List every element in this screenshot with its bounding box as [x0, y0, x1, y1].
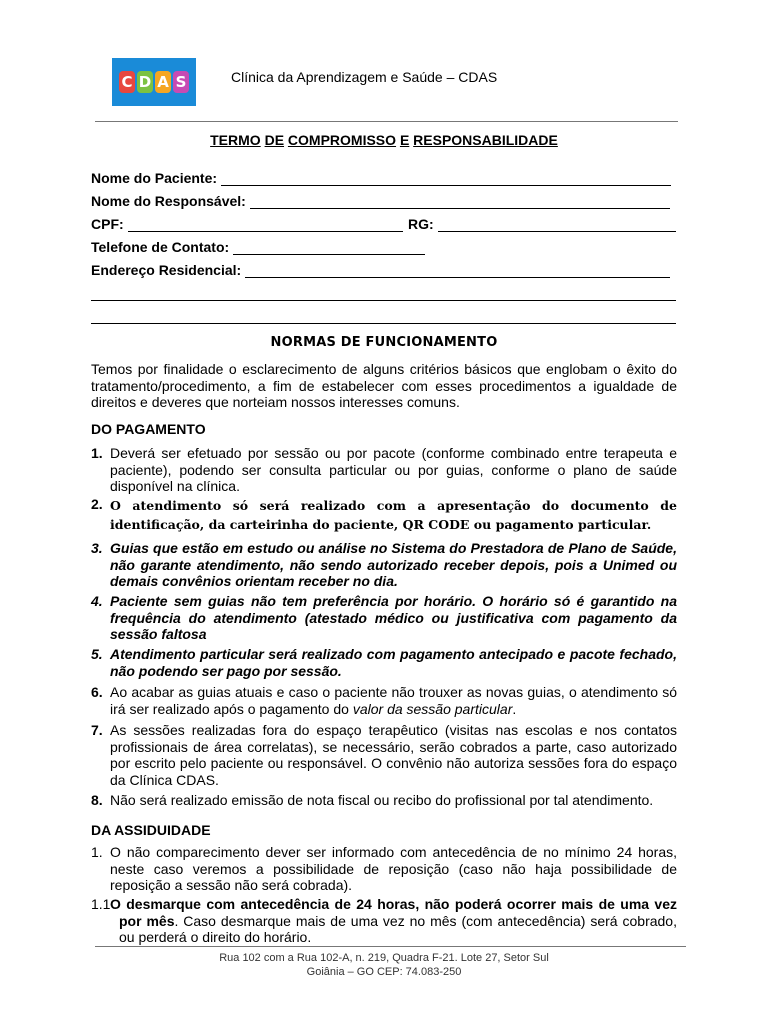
patient-name-line[interactable] [221, 172, 671, 186]
attendance-heading: DA ASSIDUIDADE [91, 822, 211, 838]
item-text-bold: O desmarque com antecedência de 24 horas, não poderá ocorrer mais de uma vez por mês [110, 896, 677, 929]
item-number: 1. [91, 844, 103, 860]
cpf-field[interactable] [91, 214, 403, 232]
payment-item-6 [91, 684, 677, 717]
address-line-2[interactable] [91, 300, 676, 301]
item-number: 1. [91, 445, 103, 461]
payment-heading: DO PAGAMENTO [91, 421, 206, 437]
norms-intro: Temos por finalidade o esclarecimento de alguns critérios básicos que englobam o êxito do tratamento/procedimento, a fim de estabelecer com esses procedimentos a igualdade de direitos e deveres que norteiam nossos interesses comuns. [91, 361, 677, 410]
item-text: Paciente sem guias não tem preferência por horário. O horário só é garantido na frequência do atendimento (atestado médico ou justificativa com pagamento da sessão faltosa [110, 593, 677, 642]
cdas-logo [112, 58, 196, 106]
item-number: 3. [91, 540, 103, 556]
responsible-name-field[interactable] [91, 191, 670, 209]
item-text: Guias que estão em estudo ou análise no Sistema do Prestadora de Plano de Saúde, não garante atendimento, não sendo autorizado receber depois, pois a Unimed ou demais convênios orientam receber no dia. [110, 540, 677, 589]
address-label: Endereço Residencial: [91, 262, 242, 278]
payment-item-2 [91, 496, 677, 534]
payment-item-8 [91, 792, 677, 809]
title-word: COMPROMISSO [287, 132, 397, 148]
item-number: 5. [91, 646, 103, 662]
item-text: O atendimento só será realizado com a apresentação do documento de identificação, da carteirinha do paciente, QR CODE ou pagamento particular. [110, 498, 677, 532]
item-text: As sessões realizadas fora do espaço terapêutico (visitas nas escolas e nos contatos profissionais de área correlatas), se necessário, serão cobrados a parte, caso autorizado por escrito pelo paciente ou responsável. O convênio não autoriza sessões fora do espaço da Clínica CDAS. [110, 722, 677, 788]
phone-line[interactable] [233, 241, 425, 255]
attendance-item-1-1 [91, 896, 677, 946]
payment-item-4 [91, 593, 677, 643]
header-divider [95, 121, 678, 122]
footer-address: Rua 102 com a Rua 102-A, n. 219, Quadra F-21. Lote 27, Setor Sul [219, 952, 549, 964]
responsible-name-line[interactable] [250, 195, 670, 209]
footer-divider [95, 946, 686, 947]
clinic-name: Clínica da Aprendizagem e Saúde – CDAS [231, 69, 498, 85]
item-number: 2. [91, 496, 103, 512]
footer-city: Goiânia – GO CEP: 74.083-250 [306, 966, 462, 978]
item-number: 7. [91, 722, 103, 738]
rg-field[interactable] [408, 214, 676, 232]
item-number: 6. [91, 684, 103, 700]
item-text: O não comparecimento dever ser informado com antecedência de no mínimo 24 horas, neste caso veremos a possibilidade de reposição (caso não haja possibilidade de reposição a sessão não será cobrada). [110, 844, 677, 893]
phone-field[interactable] [91, 237, 425, 255]
cpf-label: CPF: [91, 216, 124, 232]
item-text [110, 684, 677, 717]
item-number: 4. [91, 593, 103, 609]
item-text-end: . [512, 700, 517, 717]
logo-letter-d: D [138, 73, 152, 91]
title-word: RESPONSABILIDADE [413, 132, 558, 148]
title-word: TERMO [210, 132, 261, 148]
norms-heading: NORMAS DE FUNCIONAMENTO [270, 335, 498, 350]
address-field[interactable] [91, 260, 670, 278]
item-number: 8. [91, 792, 103, 808]
rg-line[interactable] [438, 218, 676, 232]
payment-item-1 [91, 445, 677, 495]
logo-letter-s: S [173, 71, 189, 93]
document-title [0, 132, 768, 148]
item-text: Atendimento particular será realizado com pagamento antecipado e pacote fechado, não podendo ser pago por sessão. [110, 646, 677, 679]
logo-letter-c: C [119, 71, 135, 93]
item-text: Não será realizado emissão de nota fiscal ou recibo do profissional por tal atendimento. [110, 792, 654, 808]
item-text-italic: valor da sessão particular [352, 700, 513, 717]
title-word: E [399, 132, 410, 148]
patient-name-field[interactable] [91, 168, 671, 186]
payment-item-7 [91, 722, 677, 788]
title-word: DE [264, 132, 285, 148]
item-text-rest: . Caso desmarque mais de uma vez no mês (com antecedência) será cobrado, ou perderá o direito do horário. [119, 912, 677, 945]
responsible-name-label: Nome do Responsável: [91, 193, 246, 209]
attendance-item-1 [91, 844, 677, 894]
rg-label: RG: [408, 216, 434, 232]
item-text-a: Ao acabar as guias atuais e caso o paciente não trouxer as novas guias, o atendimento só irá ser realizado após o pagamento do [110, 684, 677, 717]
address-line[interactable] [245, 264, 670, 278]
phone-label: Telefone de Contato: [91, 239, 230, 255]
item-number: 1.1 [91, 896, 111, 912]
cpf-line[interactable] [128, 218, 403, 232]
payment-item-5 [91, 646, 677, 679]
patient-name-label: Nome do Paciente: [91, 170, 218, 186]
payment-item-3 [91, 540, 677, 590]
address-line-3[interactable] [91, 323, 676, 324]
logo-letter-a: A [155, 71, 171, 93]
item-text [110, 896, 677, 946]
item-text: Deverá ser efetuado por sessão ou por pacote (conforme combinado entre terapeuta e paciente), podendo ser consulta particular ou por guias, conforme o plano de saúde disponível na clínica. [110, 445, 677, 494]
